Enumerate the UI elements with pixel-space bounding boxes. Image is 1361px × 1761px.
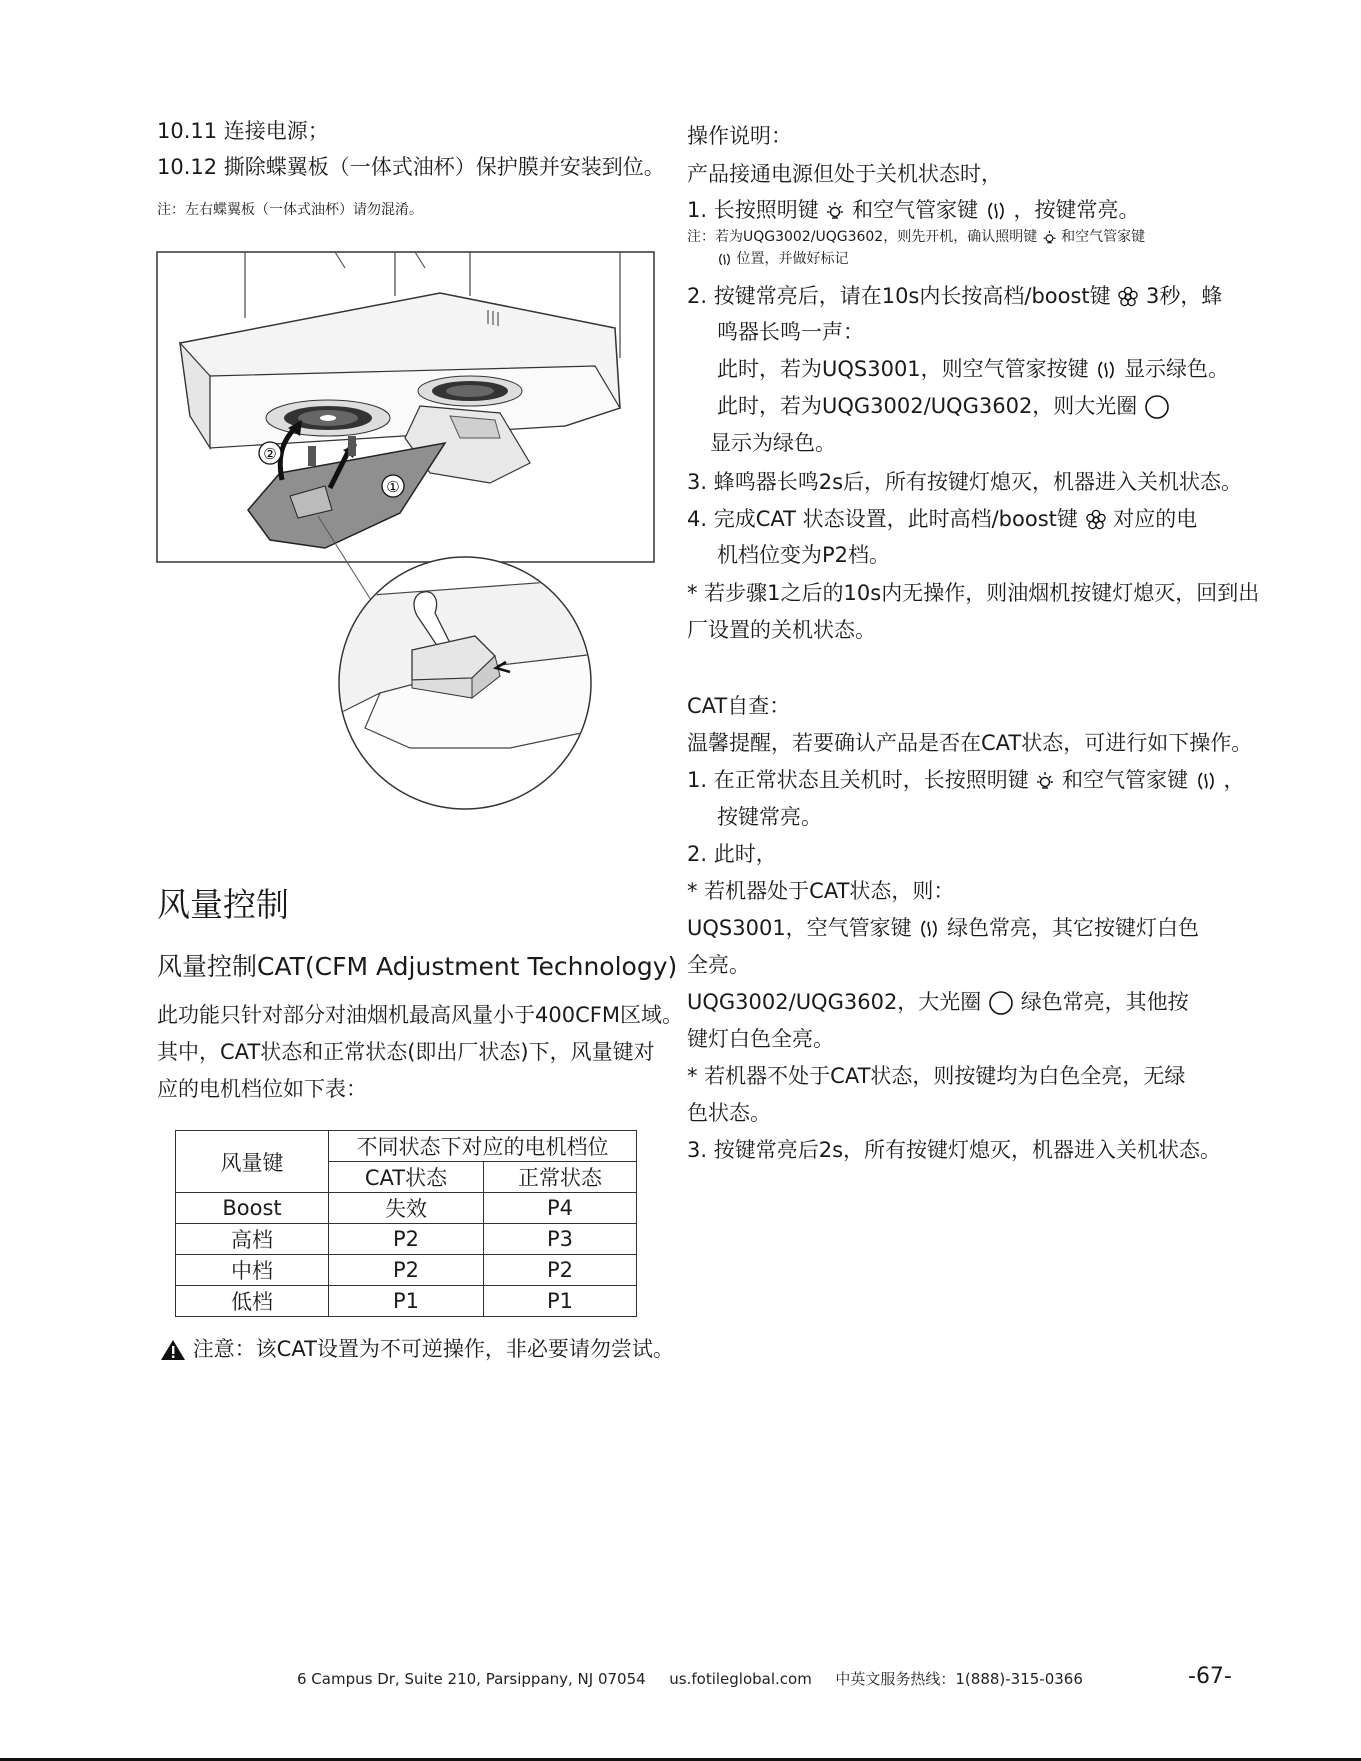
air-manager-icon — [918, 918, 940, 940]
header-normal: 正常状态 — [484, 1162, 637, 1193]
op-step-4-a: 4. 完成CAT 状态设置，此时高档/boost键 — [687, 507, 1078, 531]
check-step-2: 2. 此时， — [687, 842, 777, 866]
air-manager-icon — [1195, 770, 1217, 792]
note-wings: 注：左右蝶翼板（一体式油杯）请勿混淆。 — [157, 202, 423, 218]
op-step-1-a: 1. 长按照明键 — [687, 198, 819, 222]
check-step-1-line-2: 按键常亮。 — [717, 805, 822, 829]
op-step-2-line-4 — [717, 392, 1170, 421]
cell-normal: P2 — [484, 1255, 637, 1286]
halo-ring-icon — [1144, 394, 1170, 420]
table-row — [176, 1193, 637, 1224]
check-uqs-line-2: 全亮。 — [687, 953, 750, 977]
op-step-1-c: ，按键常亮。 — [1013, 198, 1140, 222]
cell-normal: P4 — [484, 1193, 637, 1224]
op-note-a: 注：若为UQG3002/UQG3602，则先开机，确认照明键 — [687, 229, 1038, 245]
header-key: 风量键 — [176, 1131, 329, 1193]
op-step-2-a: 2. 按键常亮后，请在10s内长按高档/boost键 — [687, 284, 1111, 308]
check-star-not-cat-1: * 若机器不处于CAT状态，则按键均为白色全亮，无绿 — [687, 1064, 1186, 1088]
op-step-4-b: 对应的电 — [1113, 507, 1198, 531]
check-star-not-cat-2: 色状态。 — [687, 1101, 771, 1125]
section-title: 风量控制 — [157, 885, 289, 924]
op-step-4 — [687, 505, 1197, 534]
footer-contact — [297, 1668, 1083, 1689]
warning-text: 注意：该CAT设置为不可逆操作，非必要请勿尝试。 — [192, 1337, 674, 1361]
op-step-2-b: 3秒，蜂 — [1146, 284, 1223, 308]
step-10-11: 10.11 连接电源； — [157, 119, 329, 143]
op-note-line-2 — [717, 250, 848, 269]
op-intro: 产品接通电源但处于关机状态时， — [687, 162, 1002, 186]
air-manager-icon — [985, 200, 1007, 222]
warning-icon — [160, 1339, 186, 1361]
cell-cat: P1 — [329, 1286, 484, 1317]
op-note-c: 位置，并做好标记 — [736, 251, 849, 267]
boost-fan-icon — [1085, 509, 1107, 531]
header-cat: CAT状态 — [329, 1162, 484, 1193]
op-step-2-line-2: 鸣器长鸣一声： — [717, 320, 864, 344]
light-icon — [1035, 771, 1055, 791]
op-step-3: 3. 蜂鸣器长鸣2s后，所有按键灯熄灭，机器进入关机状态。 — [687, 470, 1243, 494]
check-step-1-c: ， — [1223, 768, 1245, 792]
check-star-cat: * 若机器处于CAT状态，则： — [687, 879, 955, 903]
cell-cat: P2 — [329, 1224, 484, 1255]
gear-table — [175, 1130, 637, 1317]
cell-normal: P1 — [484, 1286, 637, 1317]
cat-check-intro: 温馨提醒，若要确认产品是否在CAT状态，可进行如下操作。 — [687, 731, 1253, 755]
light-icon — [825, 201, 845, 221]
step-10-12: 10.12 撕除蝶翼板（一体式油杯）保护膜并安装到位。 — [157, 155, 665, 179]
op-step-1 — [687, 196, 1139, 225]
para-line-2: 其中，CAT状态和正常状态(即出厂状态)下，风量键对 — [157, 1040, 655, 1064]
halo-ring-icon — [988, 990, 1014, 1016]
op-step-2-l4-a: 此时，若为UQG3002/UQG3602，则大光圈 — [717, 394, 1138, 418]
op-step-2-line-3 — [717, 355, 1229, 384]
check-step-1 — [687, 766, 1244, 795]
check-uqs-a: UQS3001，空气管家键 — [687, 916, 912, 940]
light-icon — [1042, 230, 1057, 245]
callout-2: ② — [263, 445, 277, 463]
cell-key: 中档 — [176, 1255, 329, 1286]
op-star-note-line-1: * 若步骤1之后的10s内无操作，则油烟机按键灯熄灭，回到出 — [687, 581, 1260, 605]
op-note-line-1 — [687, 228, 1145, 247]
op-step-4-line-2: 机档位变为P2档。 — [717, 543, 891, 567]
air-manager-icon — [1095, 359, 1117, 381]
check-uqs-b: 绿色常亮，其它按键灯白色 — [947, 916, 1200, 940]
op-star-note-line-2: 厂设置的关机状态。 — [687, 618, 876, 642]
op-step-1-b: 和空气管家键 — [852, 198, 979, 222]
cell-cat: P2 — [329, 1255, 484, 1286]
check-uqg-line — [687, 988, 1189, 1017]
check-uqg-a: UQG3002/UQG3602，大光圈 — [687, 990, 982, 1014]
op-note-b: 和空气管家键 — [1061, 229, 1146, 245]
cell-key: 低档 — [176, 1286, 329, 1317]
para-line-1: 此功能只针对部分对油烟机最高风量小于400CFM区域。 — [157, 1003, 683, 1027]
check-step-1-b: 和空气管家键 — [1062, 768, 1189, 792]
check-uqg-line-2: 键灯白色全亮。 — [687, 1027, 834, 1051]
op-step-2-l3-a: 此时，若为UQS3001，则空气管家按键 — [717, 357, 1089, 381]
air-manager-icon — [717, 252, 732, 267]
op-step-2-line-5: 显示为绿色。 — [710, 431, 836, 455]
cell-key: Boost — [176, 1193, 329, 1224]
table-row — [176, 1224, 637, 1255]
installation-illustration — [150, 248, 660, 848]
check-uqs-line — [687, 914, 1199, 943]
callout-1: ① — [386, 478, 400, 496]
cell-key: 高档 — [176, 1224, 329, 1255]
page-number: -67- — [1188, 1664, 1232, 1689]
op-title: 操作说明： — [687, 124, 792, 148]
table-row — [176, 1286, 637, 1317]
table-row — [176, 1255, 637, 1286]
cell-normal: P3 — [484, 1224, 637, 1255]
op-step-2-l3-b: 显示绿色。 — [1124, 357, 1230, 381]
check-uqg-b: 绿色常亮，其他按 — [1020, 990, 1189, 1014]
header-group: 不同状态下对应的电机档位 — [329, 1131, 637, 1162]
cell-cat: 失效 — [329, 1193, 484, 1224]
footer-hotline: 中英文服务热线：1(888)-315-0366 — [835, 1670, 1083, 1688]
cat-check-title: CAT自查： — [687, 694, 791, 718]
warning-line — [160, 1335, 674, 1364]
footer-website[interactable]: us.fotileglobal.com — [669, 1670, 812, 1688]
check-step-1-a: 1. 在正常状态且关机时，长按照明键 — [687, 768, 1029, 792]
footer-address: 6 Campus Dr, Suite 210, Parsippany, NJ 07054 — [297, 1670, 646, 1688]
op-step-2 — [687, 282, 1222, 311]
check-step-3: 3. 按键常亮后2s，所有按键灯熄灭，机器进入关机状态。 — [687, 1138, 1222, 1162]
boost-fan-icon — [1117, 286, 1139, 308]
para-line-3: 应的电机档位如下表： — [157, 1077, 367, 1101]
cat-subtitle: 风量控制CAT(CFM Adjustment Technology) — [157, 952, 678, 981]
